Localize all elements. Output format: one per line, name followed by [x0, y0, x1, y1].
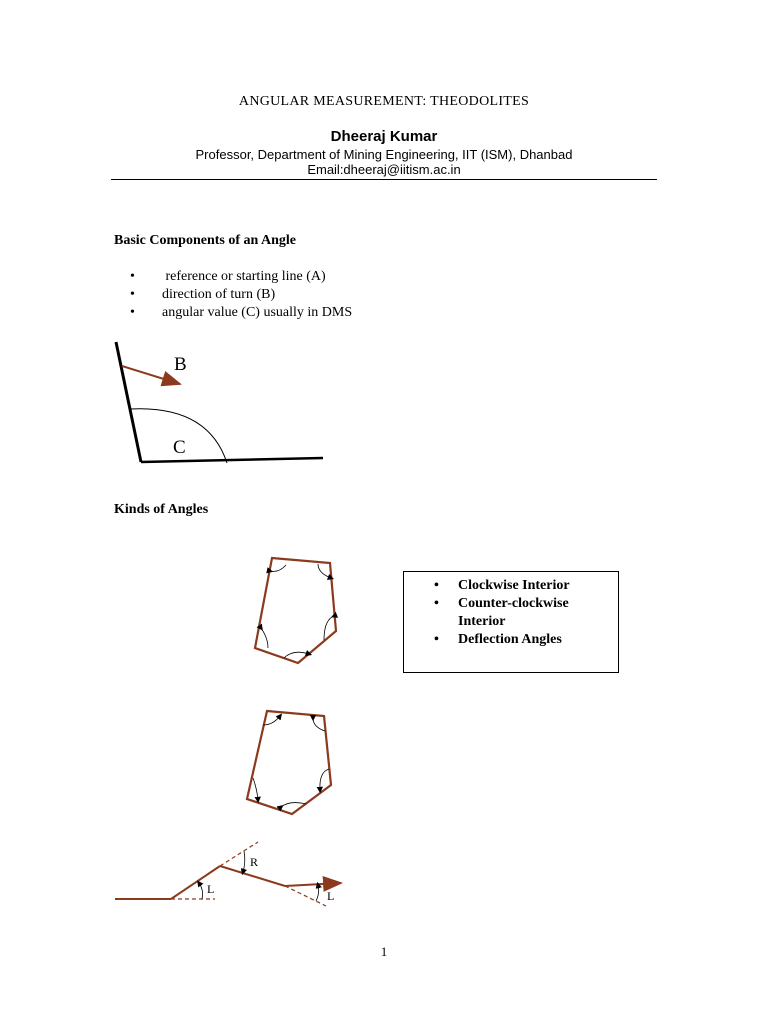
label-l: L: [207, 882, 215, 896]
traverse-leg: [285, 883, 341, 886]
section-heading-basic-components: Basic Components of an Angle: [114, 233, 297, 248]
deflection-arc-left: [199, 883, 203, 899]
bullet: •: [434, 632, 439, 647]
deflection-arc-right: [243, 851, 245, 872]
author-affiliation: Professor, Department of Mining Engineering, IIT (ISM), Dhanbad: [195, 147, 573, 162]
bullet: •: [434, 596, 439, 611]
document-title: ANGULAR MEASUREMENT: THEODOLITES: [238, 94, 530, 109]
bullet: •: [130, 269, 135, 284]
list-item-text: Deflection Angles: [458, 632, 562, 647]
author-email: Email:dheeraj@iitism.ac.in: [307, 162, 461, 177]
page-number: 1: [380, 944, 388, 959]
label-b: B: [174, 354, 187, 375]
list-item-text: direction of turn (B): [162, 287, 276, 302]
list-item-text: reference or starting line (A): [162, 269, 326, 284]
label-l: L: [327, 889, 335, 903]
label-r: R: [250, 855, 259, 869]
deflection-arc-left: [316, 885, 319, 901]
list-item-text: angular value (C) usually in DMS: [162, 305, 353, 320]
list-item-text: Clockwise Interior: [458, 578, 570, 593]
extension-line: [285, 886, 326, 906]
list-item-text: Counter-clockwise Interior: [458, 596, 569, 629]
bullet: •: [130, 287, 135, 302]
bullet: •: [434, 578, 439, 593]
section-heading-kinds-of-angles: Kinds of Angles: [114, 502, 209, 517]
label-c: C: [173, 437, 186, 458]
author-name: Dheeraj Kumar: [330, 128, 438, 145]
bullet: •: [130, 305, 135, 320]
traverse-leg: [220, 866, 285, 886]
